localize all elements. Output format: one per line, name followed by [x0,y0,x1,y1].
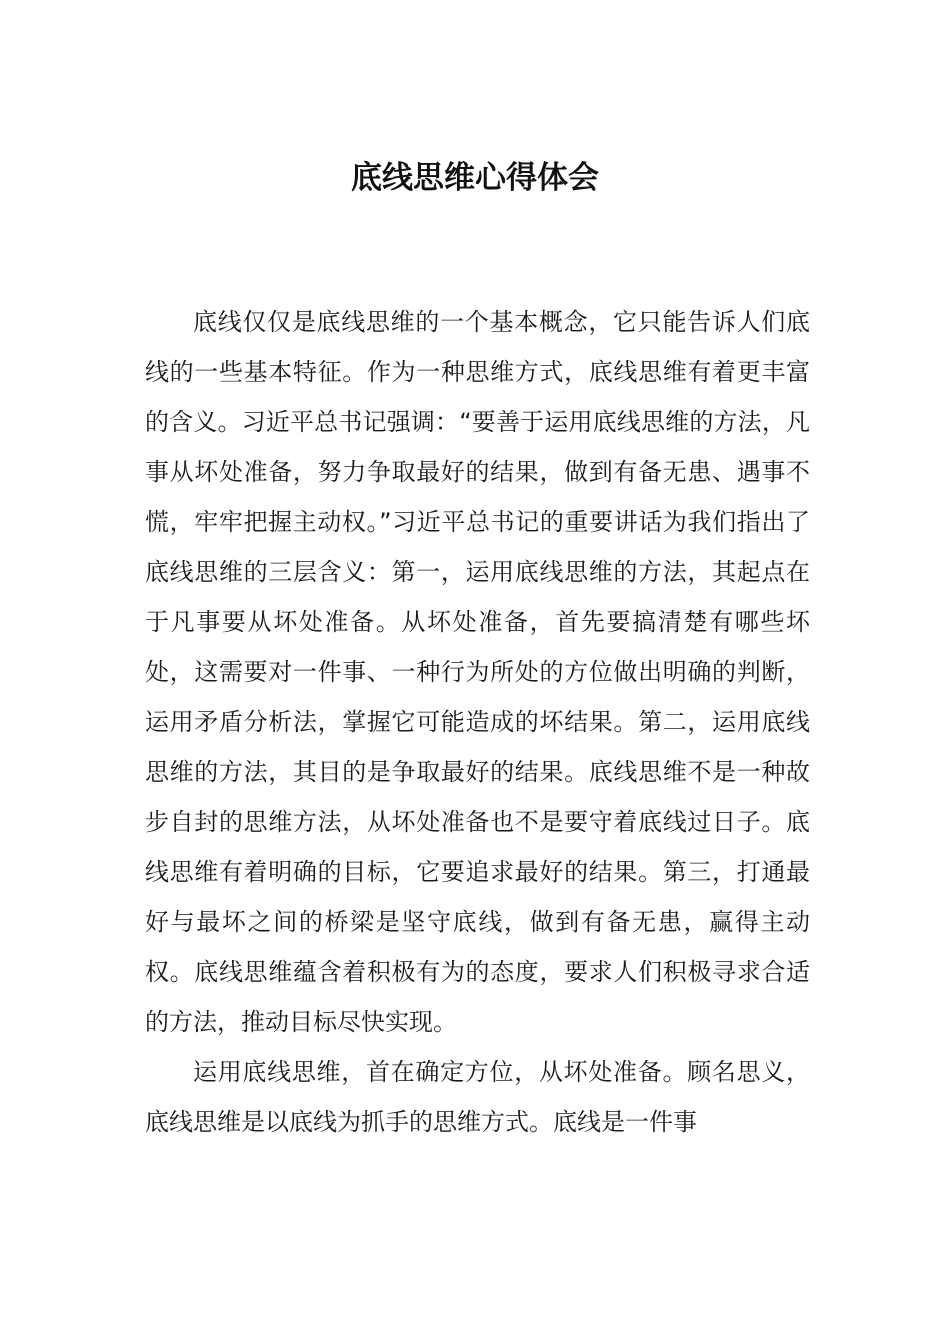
document-body [145,297,810,1147]
paragraph-2: 运用底线思维，首在确定方位，从坏处准备。顾名思义，底线思维是以底线为抓手的思维方式。底线是一件事 [145,1058,810,1136]
document-title: 底线思维心得体会 [351,160,599,196]
paragraph-1: 底线仅仅是底线思维的一个基本概念，它只能告诉人们底线的一些基本特征。作为一种思维方式，底线思维有着更丰富的含义。习近平总书记强调：“要善于运用底线思维的方法，凡事从坏处准备，努力争取最好的结果，做到有备无患、遇事不慌，牢牢把握主动权。”习近平总书记的重要讲话为我们指出了底线思维的三层含义：第一，运用底线思维的方法，其起点在于凡事要从坏处准备。从坏处准备，首先要搞清楚有哪些坏处，这需要对一件事、一种行为所处的方位做出明确的判断，运用矛盾分析法，掌握它可能造成的坏结果。第二，运用底线思维的方法，其目的是争取最好的结果。底线思维不是一种故步自封的思维方法，从坏处准备也不是要守着底线过日子。底线思维有着明确的目标，它要追求最好的结果。第三，打通最好与最坏之间的桥梁是坚守底线，做到有备无患，赢得主动权。底线思维蕴含着积极有为的态度，要求人们积极寻求合适的方法，推动目标尽快实现。 [145,308,810,1036]
